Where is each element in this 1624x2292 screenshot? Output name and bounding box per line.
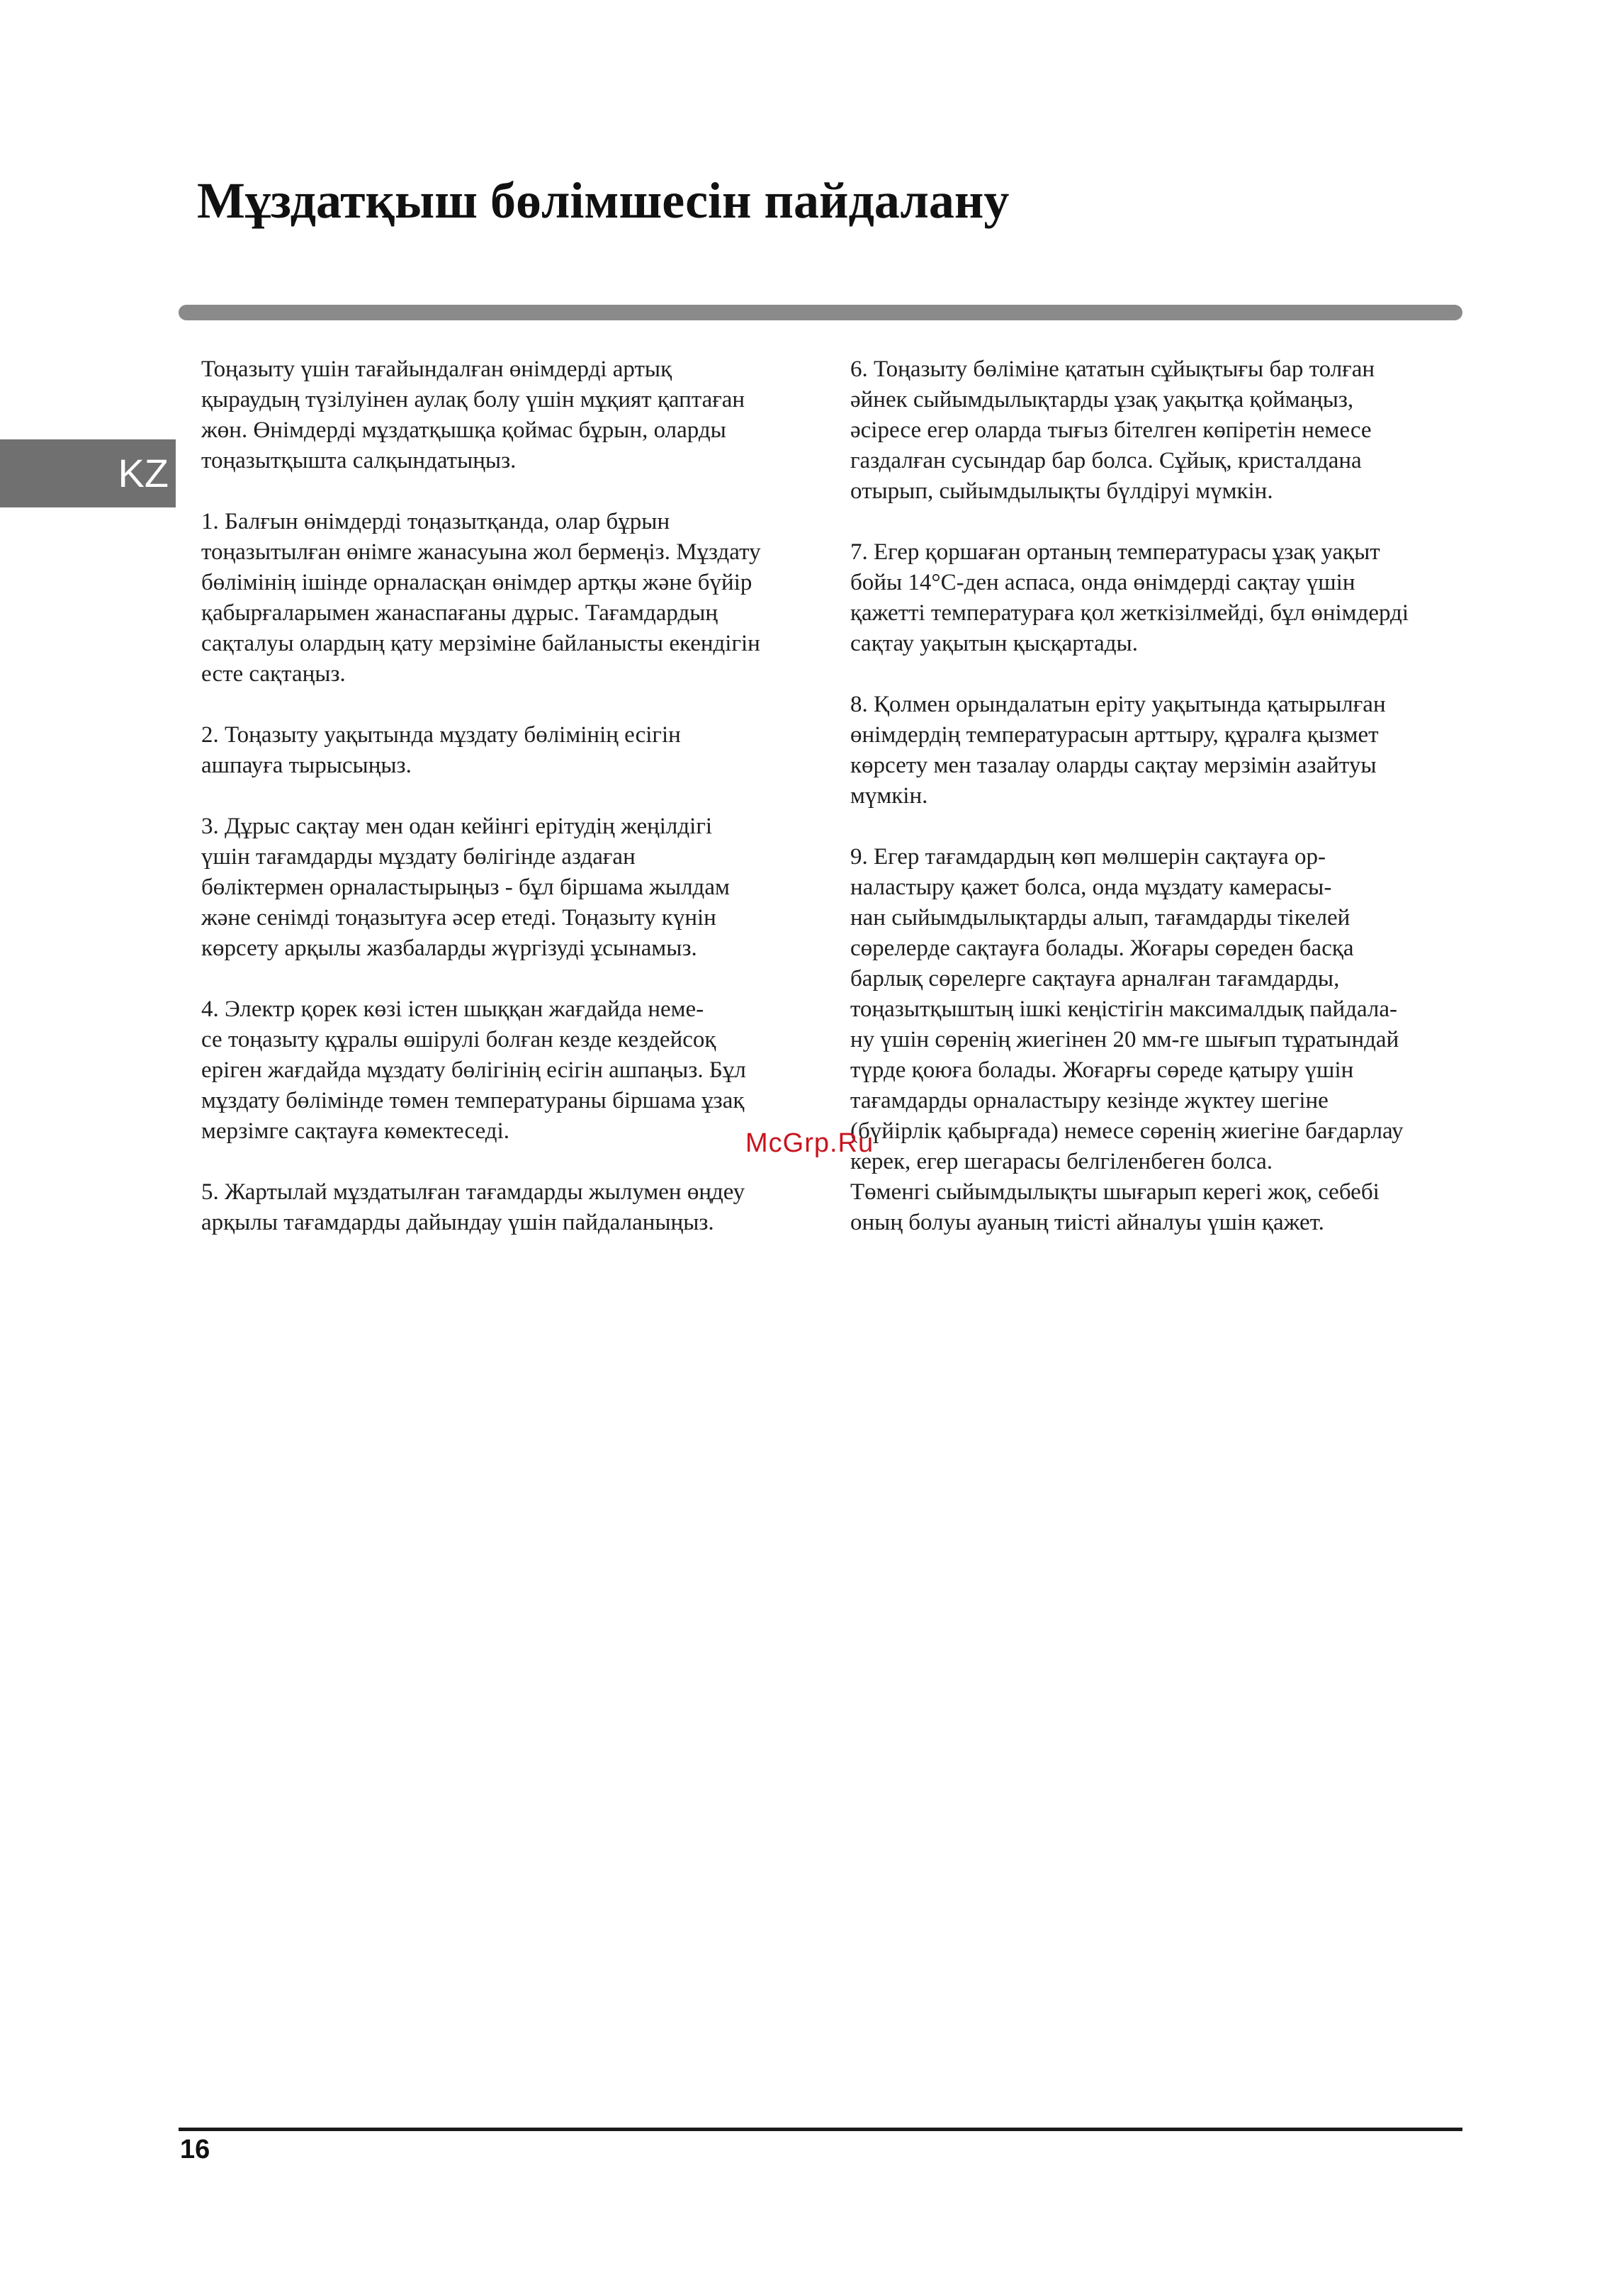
text-line: 9. Егер тағамдардың көп мөлшерін сақтауға ор- [850,844,1326,870]
instruction-item-9 [850,842,1488,1238]
text-line: ну үшін сөренің жиегінен 20 мм-ге шығып тұратындай [850,1027,1399,1052]
language-tab-label: KZ [118,451,169,495]
text-line: Төменгі сыйымдылықты шығарып керегі жоқ, себебі [850,1179,1380,1205]
text-line: 3. Дұрыс сақтау мен одан кейінгі ерітудің жеңілдігі [201,814,713,839]
page-number: 16 [180,2135,210,2164]
title-divider [179,305,1462,320]
text-line: (бүйірлік қабырғада) немесе сөренің жиегіне бағдарлау [850,1118,1404,1144]
text-line: наластыру қажет болса, онда мұздату камерасы- [850,875,1332,900]
text-line: Тоңазыту үшін тағайындалған өнімдерді артық [201,356,672,382]
text-line: 6. Тоңазыту бөліміне қататын сұйықтығы бар толған [850,356,1375,382]
text-line: еріген жағдайда мұздату бөлігінің есігін ашпаңыз. Бұл [201,1057,746,1083]
text-line: қыраудың түзілуінен аулақ болу үшін мұқият қаптаған [201,387,745,412]
text-line: көрсету мен тазалау оларды сақтау мерзімін азайтуы [850,753,1377,778]
text-line: мұздату бөлімінде төмен температураны біршама ұзақ [201,1088,745,1113]
text-line: сөрелерде сақтауға болады. Жоғары сөреден басқа [850,936,1354,961]
text-line: 7. Егер қоршаған ортаның температурасы ұзақ уақыт [850,539,1380,565]
left-column [201,354,832,1269]
text-line: есте сақтаңыз. [201,661,346,687]
text-line: 5. Жартылай мұздатылған тағамдарды жылумен өңдеу [201,1179,745,1205]
text-line: үшін тағамдарды мұздату бөлігінде аздаған [201,844,636,870]
instruction-item-2 [201,720,832,781]
text-line: тағамдарды орналастыру кезінде жүктеу шегіне [850,1088,1329,1113]
instruction-item-8 [850,690,1488,811]
text-line: се тоңазыту құралы өшірулі болған кезде кездейсоқ [201,1027,716,1052]
text-line: әйнек сыйымдылықтарды ұзақ уақытқа қоймаңыз, [850,387,1354,412]
text-line: бойы 14°С-ден аспаса, онда өнімдерді сақтау үшін [850,570,1355,595]
text-line: мүмкін. [850,783,928,809]
text-line: мерзімге сақтауға көмектеседі. [201,1118,509,1144]
text-line: және сенімді тоңазытуға әсер етеді. Тоңазыту күнін [201,905,716,931]
text-line: бөлімінің ішінде орналасқан өнімдер артқы және бүйір [201,570,752,595]
text-line: 8. Қолмен орындалатын еріту уақытында қатырылған [850,692,1386,717]
instruction-item-6 [850,354,1488,507]
instruction-item-7 [850,537,1488,659]
text-line: газдалған сусындар бар болса. Сұйық, кристалдана [850,448,1362,473]
text-line: бөліктермен орналастырыңыз - бұл біршама жылдам [201,875,730,900]
text-line: 2. Тоңазыту уақытында мұздату бөлімінің есігін [201,722,681,748]
text-line: ашпауға тырысыңыз. [201,753,412,778]
text-line: 4. Электр қорек көзі істен шыққан жағдайда неме- [201,996,704,1022]
text-line: керек, егер шегарасы белгіленбеген болса. [850,1149,1273,1174]
text-line: сақталуы олардың қату мерзіміне байланысты екендігін [201,631,760,656]
watermark: McGrp.Ru [745,1128,874,1158]
text-line: көрсету арқылы жазбаларды жүргізуді ұсынамыз. [201,936,697,961]
text-line: жөн. Өнімдерді мұздатқышқа қоймас бұрын, оларды [201,417,726,443]
text-line: сақтау уақытын қысқартады. [850,631,1138,656]
text-line: 1. Балғын өнімдерді тоңазытқанда, олар бұрын [201,509,670,534]
instruction-item-3 [201,811,832,964]
text-line: өнімдердің температурасын арттыру, құралға қызмет [850,722,1379,748]
text-line: қажетті температураға қол жеткізілмейді, бұл өнімдерді [850,600,1409,626]
footer-divider [179,2128,1462,2131]
text-line: отырып, сыйымдылықты бүлдіруі мүмкін. [850,478,1273,504]
page-title: Мұздатқыш бөлімшесін пайдалану [197,172,1010,229]
text-line: тоңазытқыштың ішкі кеңістігін максималдық пайдала- [850,996,1398,1022]
text-line: оның болуы ауаның тиісті айналуы үшін қажет. [850,1210,1324,1235]
text-line: барлық сөрелерге сақтауға арналған тағамдарды, [850,966,1340,991]
instruction-item-5 [201,1177,832,1238]
instruction-item-4 [201,994,832,1147]
text-line: тоңазытылған өнімге жанасуына жол бермеңіз. Мұздату [201,539,761,565]
intro-paragraph [201,354,832,476]
text-line: нан сыйымдылықтарды алып, тағамдарды тікелей [850,905,1350,931]
text-line: түрде қоюға болады. Жоғарғы сөреде қатыру үшін [850,1057,1354,1083]
text-line: қабырғаларымен жанаспағаны дұрыс. Тағамдардың [201,600,718,626]
text-line: арқылы тағамдарды дайындау үшін пайдаланыңыз. [201,1210,714,1235]
text-line: әсіресе егер оларда тығыз бітелген көпіретін немесе [850,417,1372,443]
text-line: тоңазытқышта салқындатыңыз. [201,448,517,473]
instruction-item-1 [201,507,832,690]
right-column [850,354,1488,1269]
language-tab [0,439,176,507]
